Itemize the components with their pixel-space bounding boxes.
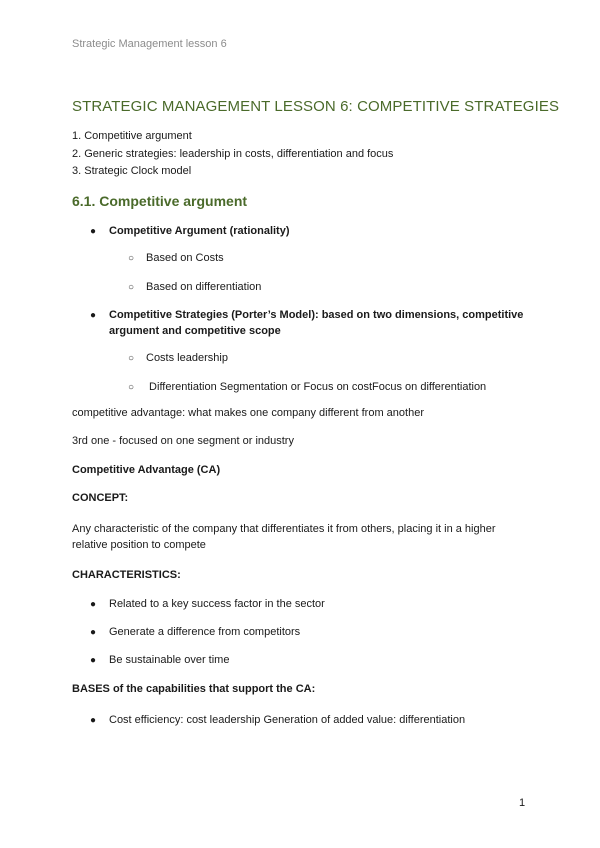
- toc-item-3: 3. Strategic Clock model: [72, 165, 192, 177]
- sub-item-differentiation-segmentation: Differentiation Segmentation or Focus on costFocus on differentiation: [146, 381, 487, 393]
- document-title: STRATEGIC MANAGEMENT LESSON 6: COMPETITIVE STRATEGIES: [72, 98, 560, 115]
- note-competitive-advantage: competitive advantage: what makes one company different from another: [72, 407, 424, 419]
- concept-text-line1: Any characteristic of the company that differentiates it from others, placing it in a higher: [72, 523, 496, 535]
- bullet-dot-icon: ●: [90, 310, 97, 321]
- sub-item-costs-leadership: Costs leadership: [146, 352, 228, 364]
- bullet-dot-icon: ●: [90, 627, 97, 638]
- bullet-competitive-argument: Competitive Argument (rationality): [109, 225, 290, 237]
- circle-bullet-icon: ○: [128, 353, 135, 364]
- sub-item-based-on-costs: Based on Costs: [146, 252, 224, 264]
- characteristic-item: Be sustainable over time: [109, 654, 230, 666]
- bullet-dot-icon: ●: [90, 655, 97, 666]
- bases-label: BASES of the capabilities that support the CA:: [72, 683, 316, 695]
- note-third-one: 3rd one - focused on one segment or industry: [72, 435, 294, 447]
- bullet-competitive-strategies-line1: Competitive Strategies (Porter’s Model): based on two dimensions, competitive: [109, 309, 524, 321]
- bases-item: Cost efficiency: cost leadership Generation of added value: differentiation: [109, 714, 466, 726]
- characteristic-item: Generate a difference from competitors: [109, 626, 301, 638]
- running-header: Strategic Management lesson 6: [72, 38, 227, 50]
- page-number: 1: [519, 797, 526, 809]
- bullet-dot-icon: ●: [90, 715, 97, 726]
- section-heading: 6.1. Competitive argument: [72, 193, 248, 209]
- circle-bullet-icon: ○: [128, 282, 135, 293]
- concept-label: CONCEPT:: [72, 492, 129, 504]
- toc-item-2: 2. Generic strategies: leadership in costs, differentiation and focus: [72, 148, 394, 160]
- toc-item-1: 1. Competitive argument: [72, 130, 192, 142]
- circle-bullet-icon: ○: [128, 253, 135, 264]
- characteristics-label: CHARACTERISTICS:: [72, 569, 181, 581]
- concept-text-line2: relative position to compete: [72, 539, 206, 551]
- bullet-dot-icon: ●: [90, 226, 97, 237]
- bullet-competitive-strategies-line2: argument and competitive scope: [109, 325, 281, 337]
- bullet-dot-icon: ●: [90, 599, 97, 610]
- circle-bullet-icon: ○: [128, 382, 135, 393]
- characteristic-item: Related to a key success factor in the sector: [109, 598, 325, 610]
- sub-item-based-on-differentiation: Based on differentiation: [146, 281, 262, 293]
- ca-heading: Competitive Advantage (CA): [72, 464, 221, 476]
